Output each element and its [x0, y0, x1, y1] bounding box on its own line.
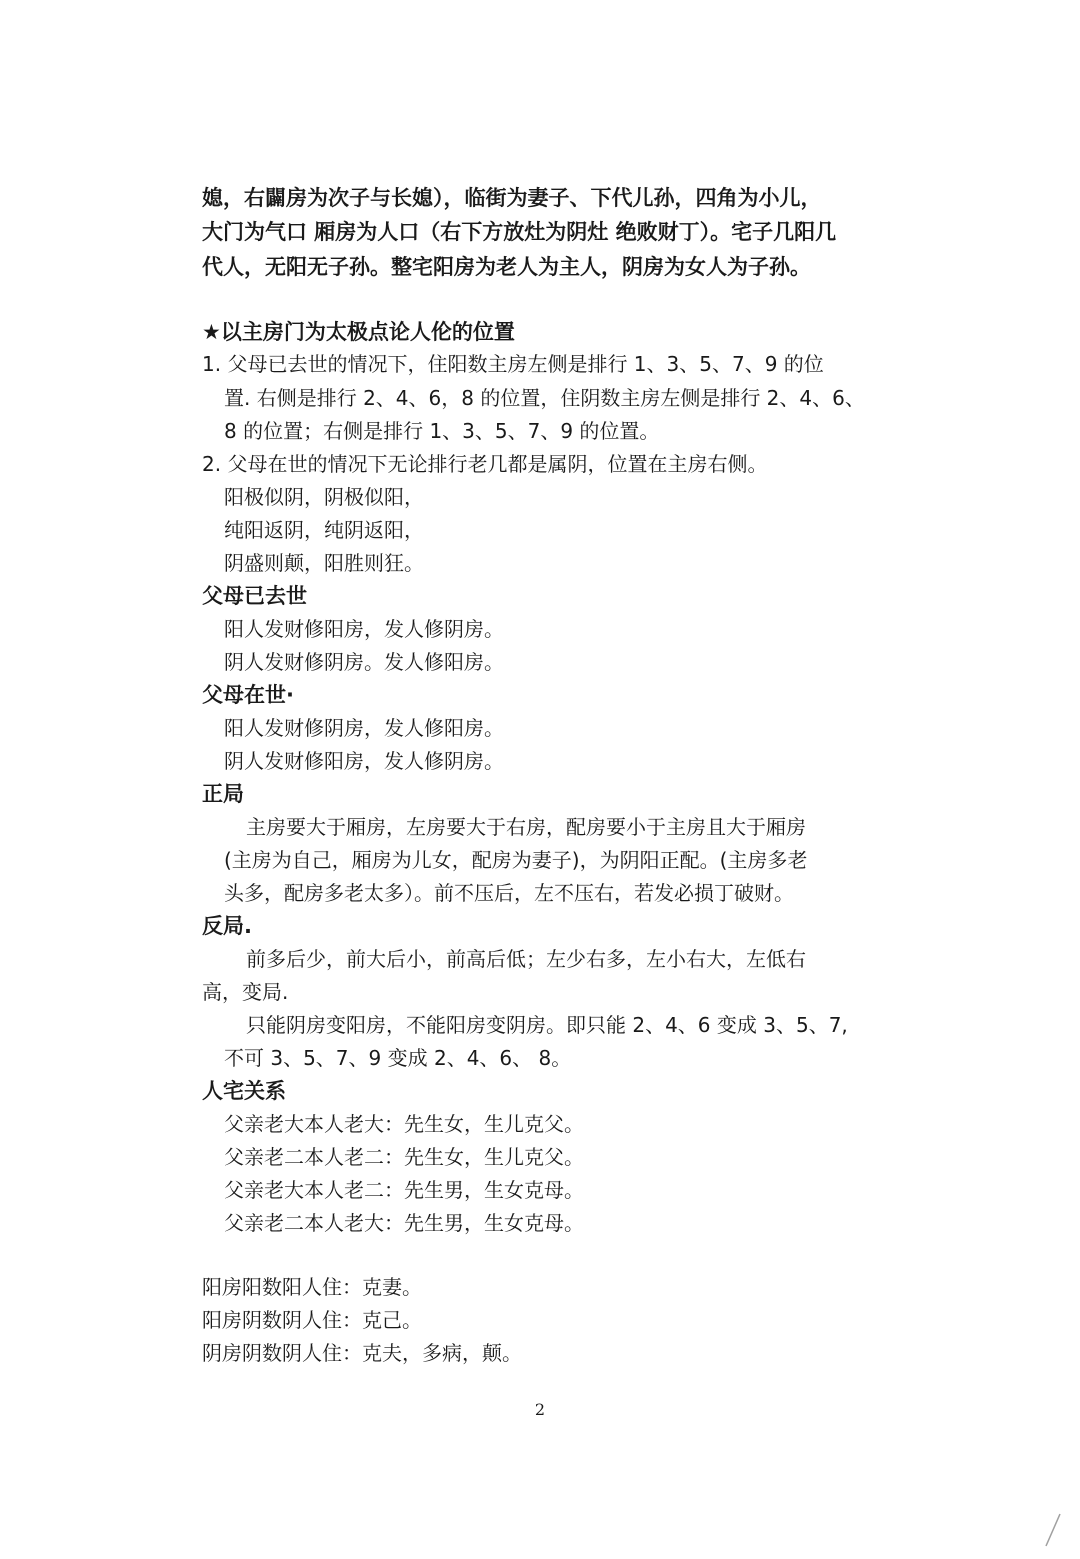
fanju-line-1: 前多后少，前大后小，前高后低；左少右多，左小右大，左低右: [246, 947, 806, 971]
page-number: 2: [534, 1400, 546, 1419]
zhengju-heading: 正局: [202, 782, 244, 806]
list-item-1-line-1: 1. 父母已去世的情况下，住阳数主房左侧是排行 1、3、5、7、9 的位: [202, 352, 824, 376]
parents-dead-heading: 父母已去世: [202, 584, 307, 608]
zhengju-line-1: 主房要大于厢房，左房要大于右房，配房要小于主房且大于厢房: [246, 815, 806, 839]
parents-alive-heading: 父母在世·: [202, 683, 294, 707]
zhengju-line-2: (主房为自己，厢房为儿女，配房为妻子)，为阴阳正配。(主房多老: [224, 848, 808, 872]
list-item-2: 2. 父母在世的情况下无论排行老几都是属阴，位置在主房右侧。: [202, 452, 768, 476]
verse-line-3: 阴盛则颠，阳胜则狂。: [224, 551, 424, 575]
fanju-line-2: 高，变局.: [202, 980, 289, 1004]
intro-line-1: 媳，右闢房为次子与长媳），临街为妻子、下代儿孙，四角为小儿，: [202, 186, 822, 210]
section-title: ★以主房门为太极点论人伦的位置: [202, 320, 515, 344]
footer-line-2: 阳房阴数阴人住：克己。: [202, 1308, 422, 1332]
fanju-line-4: 不可 3、5、7、9 变成 2、4、6、 8。: [224, 1046, 572, 1070]
intro-line-3: 代人，无阳无子孙。整宅阳房为老人为主人，阴房为女人为子孙。: [202, 255, 811, 279]
parents-alive-line-2: 阴人发财修阳房，发人修阴房。: [224, 749, 504, 773]
list-item-1-line-3: 8 的位置；右侧是排行 1、3、5、7、9 的位置。: [224, 419, 660, 443]
renzhai-line-3: 父亲老大本人老二：先生男，生女克母。: [224, 1178, 584, 1202]
scan-mark: [1040, 1510, 1070, 1550]
intro-line-2: 大门为气口 厢房为人口（右下方放灶为阴灶 绝败财丁）。宅子几阳几: [202, 220, 837, 244]
footer-line-3: 阴房阴数阴人住：克夫，多病，颠。: [202, 1341, 522, 1365]
renzhai-heading: 人宅关系: [202, 1079, 286, 1103]
zhengju-line-3: 头多，配房多老太多）。前不压后，左不压右，若发必损丁破财。: [224, 881, 794, 905]
renzhai-line-2: 父亲老二本人老二：先生女，生儿克父。: [224, 1145, 584, 1169]
parents-alive-line-1: 阳人发财修阴房，发人修阳房。: [224, 716, 504, 740]
renzhai-line-1: 父亲老大本人老大：先生女，生儿克父。: [224, 1112, 584, 1136]
fanju-heading: 反局.: [202, 914, 252, 938]
verse-line-2: 纯阳返阴，纯阴返阳，: [224, 518, 424, 542]
fanju-line-3: 只能阴房变阳房，不能阳房变阴房。即只能 2、4、6 变成 3、5、7,: [246, 1013, 848, 1037]
parents-dead-line-2: 阴人发财修阴房。发人修阳房。: [224, 650, 504, 674]
renzhai-line-4: 父亲老二本人老大：先生男，生女克母。: [224, 1211, 584, 1235]
parents-dead-line-1: 阳人发财修阳房，发人修阴房。: [224, 617, 504, 641]
footer-line-1: 阳房阳数阳人住：克妻。: [202, 1275, 422, 1299]
verse-line-1: 阳极似阴，阴极似阳，: [224, 485, 424, 509]
list-item-1-line-2: 置. 右侧是排行 2、4、6，8 的位置，住阴数主房左侧是排行 2、4、6、: [224, 386, 865, 410]
